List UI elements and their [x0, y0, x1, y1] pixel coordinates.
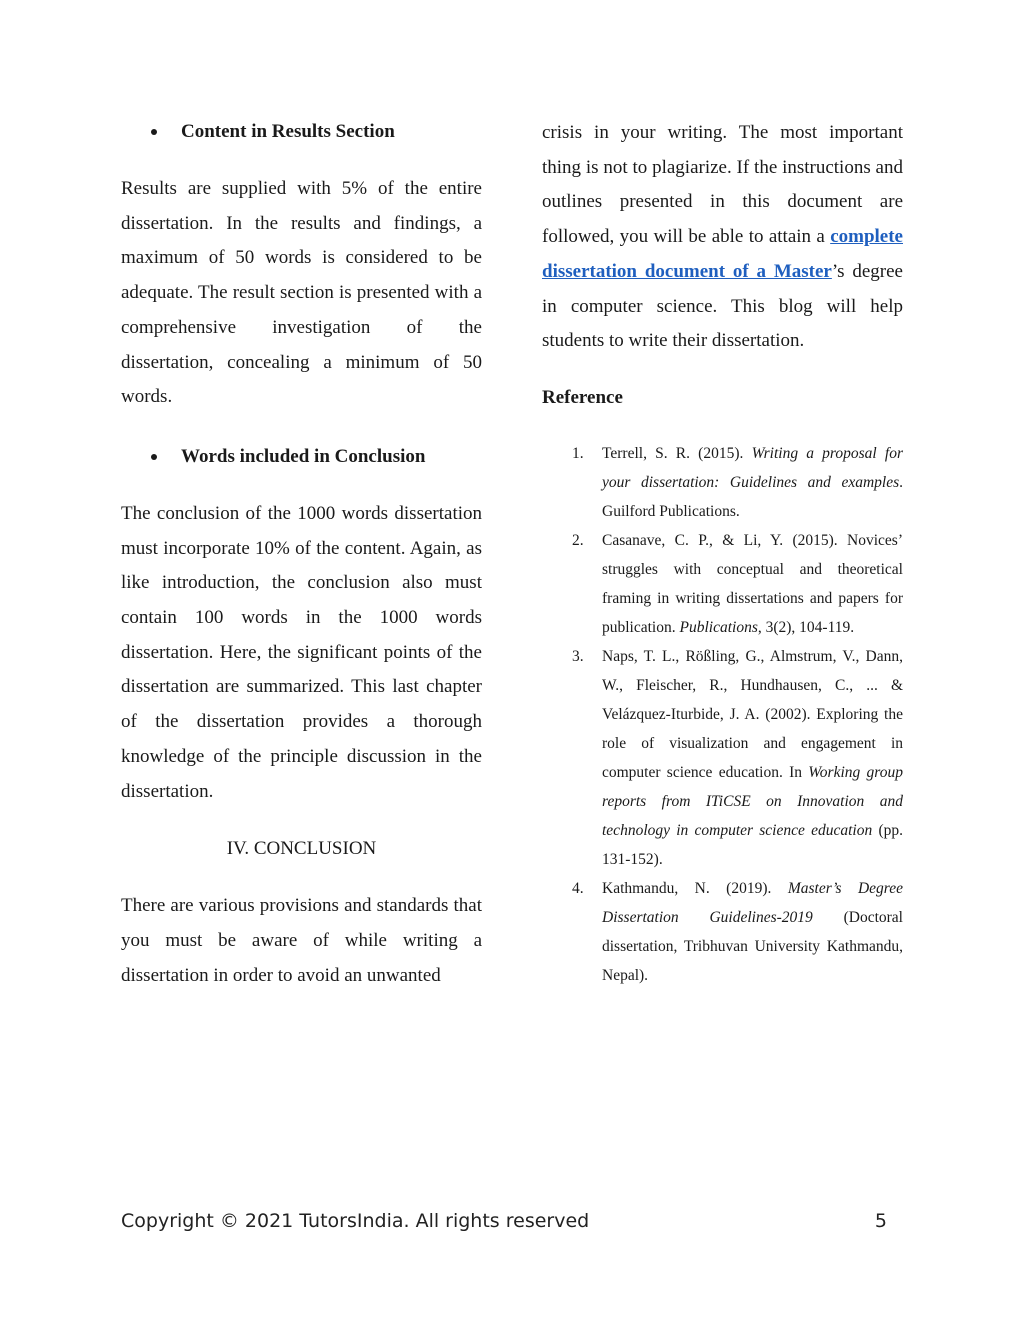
reference-item [542, 874, 903, 990]
conclusion-paragraph: There are various provisions and standards that you must be aware of while writing a dissertation in order to avoid an unwanted [121, 895, 482, 986]
reference-item [542, 526, 903, 642]
bullet-icon [151, 454, 157, 460]
reference-number: 1. [572, 444, 584, 462]
bullet-icon [151, 129, 157, 135]
results-paragraph: Results are supplied with 5% of the entire dissertation. In the results and findings, a maximum of 50 words is considered to be adequate. The result section is presented with a comprehensive investigation of the dissertation, concealing a minimum of 50 words. [121, 178, 482, 408]
reference-text: Naps, T. L., Rößling, G., Almstrum, V., Dann, W., Fleischer, R., Hundhausen, C., ... & Velázquez-Iturbide, J. A. (2002). Exploring the role of visualization and engagement in computer science education. In [602, 647, 903, 781]
reference-text: Terrell, S. R. (2015). [602, 444, 752, 462]
reference-text: Kathmandu, N. (2019). [602, 879, 788, 897]
reference-text: Casanave, C. P., & Li, Y. (2015). Novices’ struggles with conceptual and theoretical framing in writing dissertations and papers for publication. [602, 531, 903, 636]
continued-text: crisis in your writing. The most important thing is not to plagiarize. If the instructions and outlines presented in this document are followed, you will be able to attain a [542, 122, 903, 248]
conclusion-words-heading [121, 439, 482, 475]
reference-title: Working group reports from ITiCSE on Innovation and technology in computer science education [602, 763, 903, 839]
results-heading-text: Content in Results Section [181, 121, 395, 142]
continued-text-end: ’s degree in computer science. This blog will help students to write their dissertation. [542, 260, 903, 352]
left-column [121, 114, 482, 993]
reference-text-end: (pp. 131-152). [602, 821, 903, 868]
conclusion-words-paragraph: The conclusion of the 1000 words dissertation must incorporate 10% of the content. Again, as like introduction, the conclusion also must contain 100 words in the 1000 words dissertation. Here, the significant points of the dissertation are summarized. This last chapter of the dissertation provides a thorough knowledge of the principle discussion in the dissertation. [121, 502, 482, 802]
results-heading [121, 114, 482, 150]
reference-text-end: (Doctoral dissertation, Tribhuvan University Kathmandu, Nepal). [602, 908, 903, 984]
reference-list [542, 439, 903, 990]
reference-number: 4. [572, 879, 584, 897]
right-column [542, 116, 903, 990]
reference-item [542, 439, 903, 526]
page-number: 5 [874, 1210, 887, 1232]
reference-heading: Reference [542, 386, 623, 408]
reference-title: Writing a proposal for your dissertation: Guidelines and examples [602, 444, 903, 491]
continued-paragraph [542, 116, 903, 359]
reference-number: 2. [572, 531, 584, 549]
page-footer [121, 1204, 887, 1238]
copyright-text: Copyright © 2021 TutorsIndia. All rights reserved [121, 1210, 590, 1232]
reference-item [542, 642, 903, 874]
reference-title: Publications [679, 618, 758, 636]
conclusion-words-heading-text: Words included in Conclusion [181, 445, 426, 467]
section-heading: IV. CONCLUSION [226, 838, 377, 860]
reference-text-end: . Guilford Publications. [602, 473, 903, 520]
dissertation-link[interactable]: complete dissertation document of a Master [542, 226, 903, 282]
reference-text-end: , 3(2), 104-119. [757, 618, 855, 636]
reference-number: 3. [572, 647, 584, 665]
reference-title: Master’s Degree Dissertation Guidelines-2019 [602, 879, 903, 926]
